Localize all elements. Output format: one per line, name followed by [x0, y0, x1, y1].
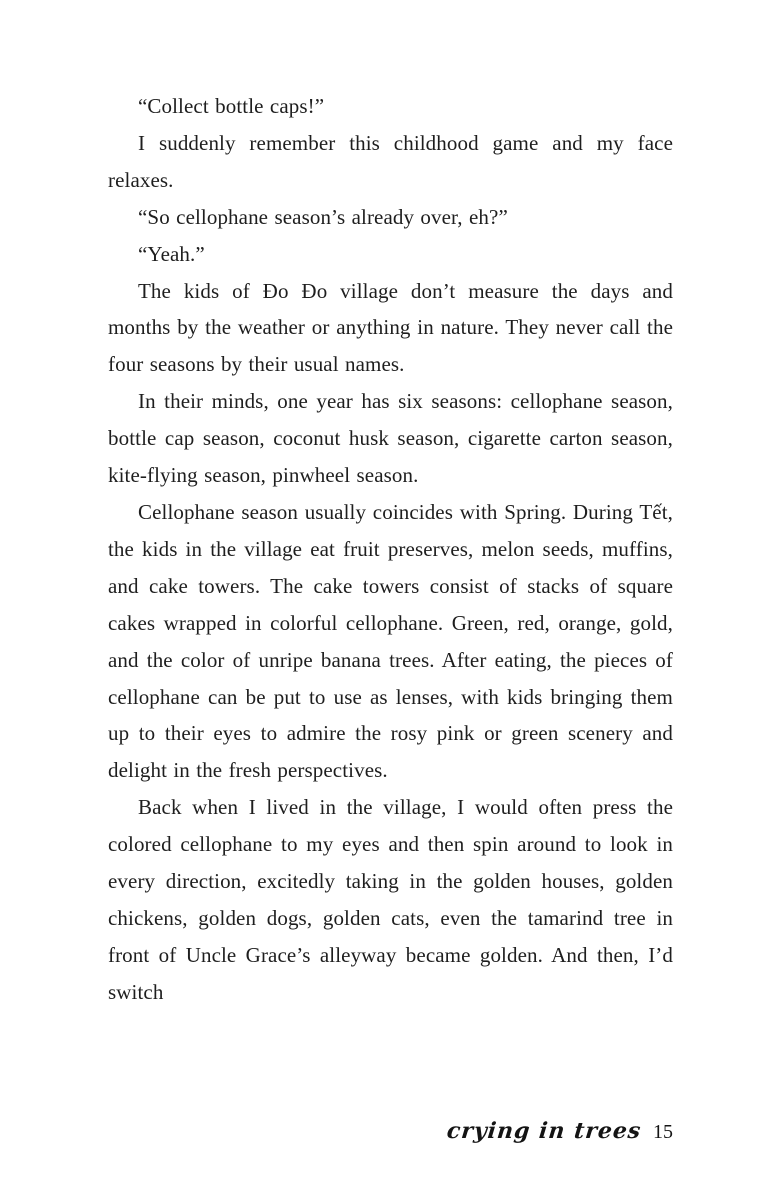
page-footer: [447, 1118, 673, 1144]
running-footer-title: crying in trees: [445, 1118, 643, 1144]
paragraph: In their minds, one year has six seasons: cellophane season, bottle cap season, coconut husk season, cigarette carton season, kite-flying season, pinwheel season.: [108, 389, 673, 488]
paragraph: “So cellophane season’s already over, eh?”: [138, 204, 508, 229]
paragraph: I suddenly remember this childhood game and my face relaxes.: [108, 130, 673, 192]
paragraph: Back when I lived in the village, I would often press the colored cellophane to my eyes and then spin around to look in every direction, excitedly taking in the golden houses, golden chickens, golden dogs, golden cats, even the tamarind tree in front of Uncle Grace’s alleyway became golden. And then, I’d switch: [108, 795, 673, 1004]
paragraph: Cellophane season usually coincides with Spring. During Tết, the kids in the village eat fruit preserves, melon seeds, muffins, and cake towers. The cake towers consist of stacks of square cakes wrapped in colorful cellophane. Green, red, orange, gold, and the color of unripe banana trees. After eating, the pieces of cellophane can be put to use as lenses, with kids bringing them up to their eyes to admire the rosy pink or green scenery and delight in the fresh perspectives.: [108, 499, 673, 783]
page-number: 15: [653, 1121, 673, 1143]
paragraph: “Collect bottle caps!”: [138, 94, 325, 118]
paragraph: “Yeah.”: [138, 241, 205, 266]
text-block: [108, 88, 673, 1011]
paragraph: The kids of Đo Đo village don’t measure the days and months by the weather or anything in nature. They never call the four seasons by their usual names.: [108, 278, 673, 377]
